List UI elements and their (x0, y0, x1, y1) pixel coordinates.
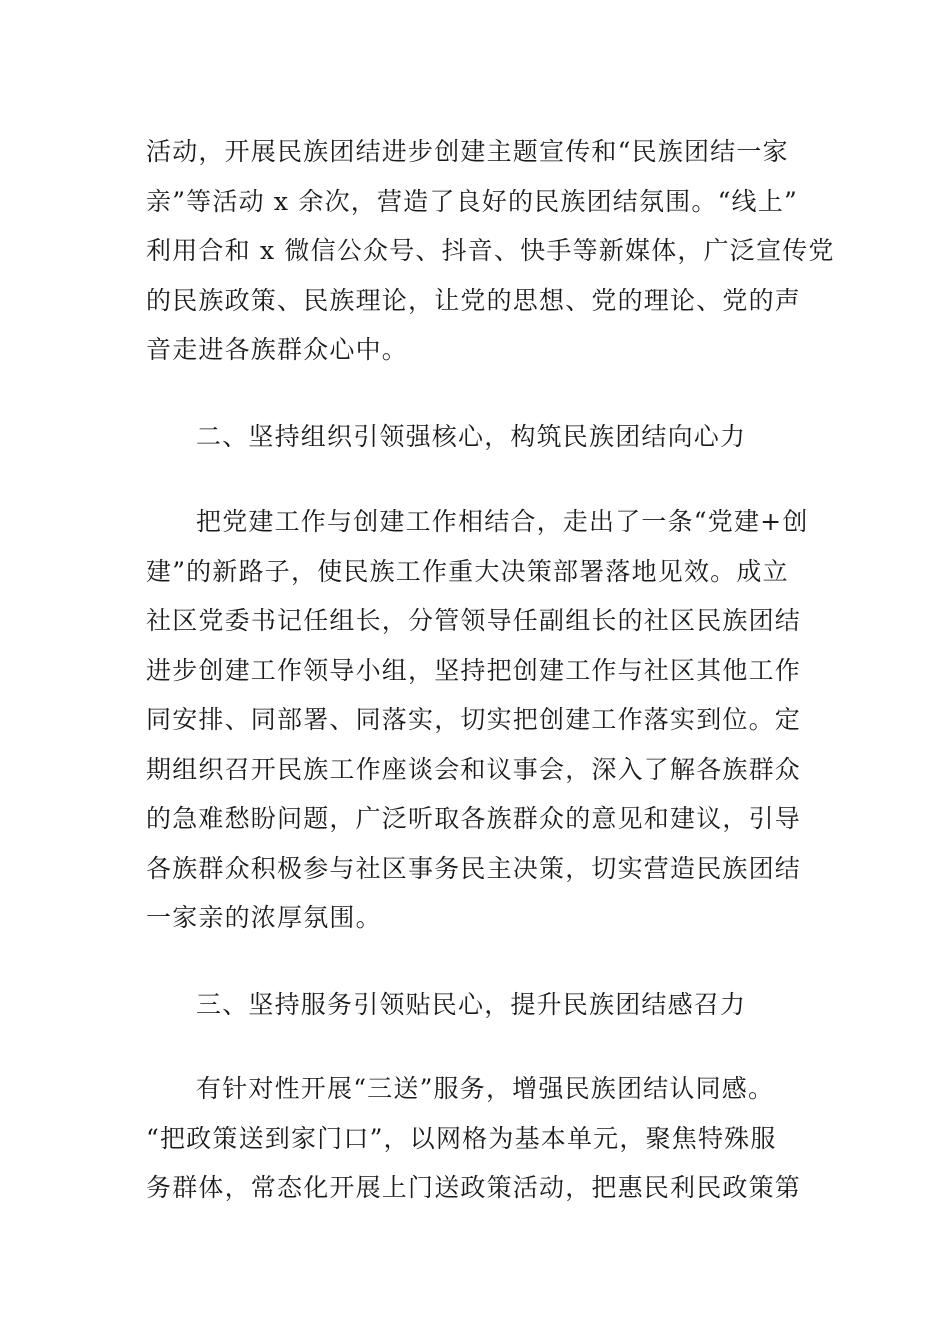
section-heading-2: 二、坚持组织引领强核心，构筑民族团结向心力 (196, 422, 747, 451)
paragraph-2-line: 建”的新路子，使民族工作重大决策部署落地见效。成立 (146, 556, 789, 586)
paragraph-1 (146, 127, 835, 375)
paragraph-2-line: 期组织召开民族工作座谈会和议事会，深入了解各族群众 (146, 754, 802, 784)
paragraph-2-line: 的急难愁盼问题，广泛听取各族群众的意见和建议，引导 (146, 804, 802, 833)
paragraph-2-line: 进步创建工作领导小组，坚持把创建工作与社区其他工作 (146, 655, 802, 685)
paragraph-2-line: 同安排、同部署、同落实，切实把创建工作落实到位。定 (146, 705, 802, 734)
paragraph-3-line: “把政策送到家门口”，以网格为基本单元，聚焦特殊服 (146, 1123, 777, 1153)
paragraph-3 (146, 1064, 806, 1213)
paragraph-2-line: 把党建工作与创建工作相结合，走出了一条“党建+创 (196, 507, 809, 536)
paragraph-1-line: 的民族政策、民族理论，让党的思想、党的理论、党的声 (146, 285, 802, 315)
paragraph-1-line: 利用合和 x 微信公众号、抖音、快手等新媒体，广泛宣传党 (146, 236, 835, 265)
paragraph-2-line: 社区党委书记任组长，分管领导任副组长的社区民族团结 (146, 606, 802, 635)
paragraph-2-line: 各族群众积极参与社区事务民主决策，切实营造民族团结 (146, 853, 802, 883)
paragraph-1-line: 活动，开展民族团结进步创建主题宣传和“民族团结一家 (146, 137, 789, 166)
paragraph-1-line: 亲”等活动 x 余次，营造了良好的民族团结氛围。“线上” (146, 186, 798, 216)
paragraph-2-line: 一家亲的浓厚氛围。 (146, 903, 382, 932)
paragraph-1-line: 音走进各族群众心中。 (146, 335, 409, 364)
paragraph-2 (146, 497, 809, 943)
paragraph-3-line: 有针对性开展“三送”服务，增强民族团结认同感。 (196, 1074, 775, 1103)
section-heading-3: 三、坚持服务引领贴民心，提升民族团结感召力 (196, 990, 747, 1019)
paragraph-3-line: 务群体，常态化开展上门送政策活动，把惠民利民政策第 (146, 1173, 802, 1202)
